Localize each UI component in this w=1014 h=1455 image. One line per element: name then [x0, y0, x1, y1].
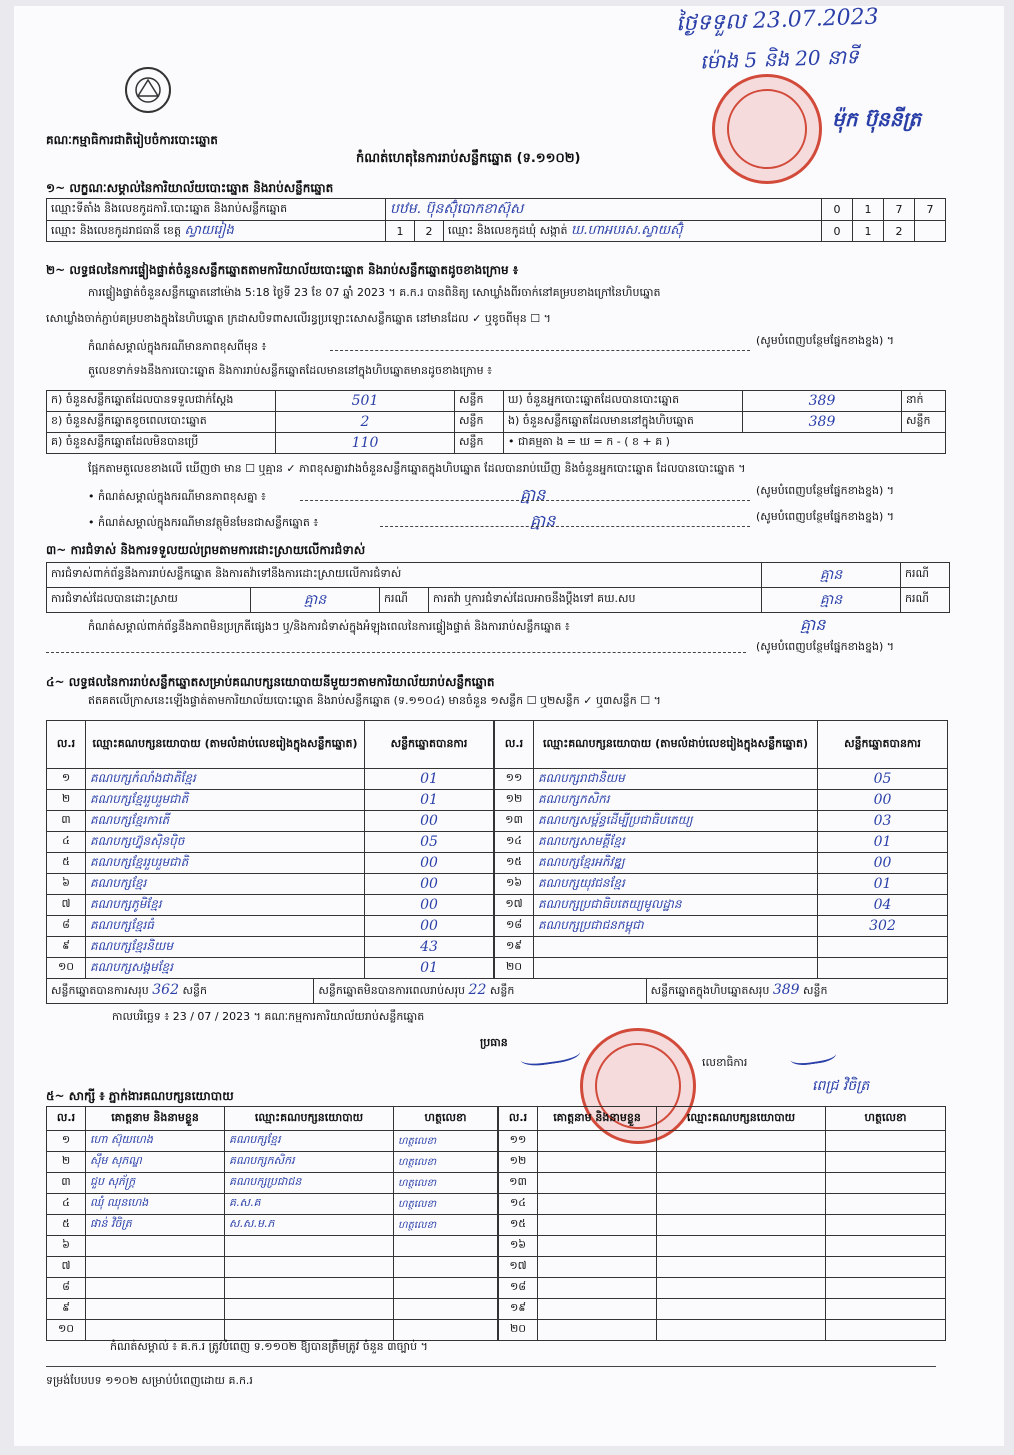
table-row	[47, 1173, 498, 1194]
party-votes: 00	[365, 853, 494, 874]
witness-party	[657, 1194, 826, 1215]
results-table-right	[494, 720, 948, 979]
row-no: ៣	[47, 811, 86, 832]
party-votes	[818, 958, 948, 979]
note-invalid-value: គ្មាន	[530, 511, 556, 530]
witness-signature	[394, 1257, 498, 1278]
witness-signature	[394, 1278, 498, 1299]
witness-name	[86, 1257, 225, 1278]
witness-signature	[826, 1194, 946, 1215]
official-seal	[712, 74, 822, 184]
figure-unit: សន្លឹក	[455, 391, 504, 412]
party-votes: 43	[365, 937, 494, 958]
party-name: គណបក្សប្រជាធិបតេយ្យមូលដ្ឋាន	[534, 895, 818, 916]
row-no: ២០	[495, 958, 534, 979]
col-name: គោត្តនាម និងនាមខ្លួន	[538, 1107, 657, 1131]
row-no: ៧	[47, 1257, 86, 1278]
note-diff-value: គ្មាន	[520, 485, 546, 504]
party-name: គណបក្សសម្ព័ន្ធដើម្បីប្រជាធិបតេយ្យ	[534, 811, 818, 832]
note-invalid-label: • កំណត់សម្គាល់ក្នុងករណីមានវត្ថុមិនមែនជាសន្លឹកឆ្នោត ៖	[88, 516, 319, 529]
witness-name	[86, 1320, 225, 1341]
party-votes: 05	[818, 769, 948, 790]
row-no: ១២	[499, 1152, 538, 1173]
province-code-digit: 2	[415, 221, 444, 242]
row-no: ១៧	[499, 1257, 538, 1278]
witness-name	[538, 1131, 657, 1152]
total-valid-label: សន្លឹកឆ្នោតបានការសរុប	[51, 984, 149, 997]
table-row	[47, 1131, 498, 1152]
row-no: ១	[47, 1131, 86, 1152]
row-no: ១៣	[499, 1173, 538, 1194]
row-no: ១	[47, 769, 86, 790]
witness-signature: ហត្ថលេខា	[394, 1215, 498, 1236]
party-name: គណបក្សខ្មែរនិយម	[86, 937, 365, 958]
form-title: កំណត់ហេតុនៃការរាប់សន្លឹកឆ្នោត (ទ.១១០២)	[356, 151, 581, 166]
section2-note-label: កំណត់សម្គាល់ក្នុងករណីមានភាពខុសពីមុន ៖	[88, 340, 267, 353]
witness-signature	[826, 1320, 946, 1341]
section3-note: កំណត់សម្គាល់ពាក់ព័ន្ធនឹងភាពមិនប្រក្រតីផ្សេងៗ ឬ/និងការជំទាស់ក្នុងអំឡុងពេលនៃការផ្ទៀងផ្ទាត់ និងការរាប់សន្លឹកឆ្នោត ៖	[88, 620, 570, 633]
party-name	[534, 958, 818, 979]
witness-name	[538, 1236, 657, 1257]
table-row	[47, 1257, 498, 1278]
witness-name: ហោ ស៊ុយហេង	[86, 1131, 225, 1152]
party-votes: 00	[365, 811, 494, 832]
col-sign: ហត្ថលេខា	[826, 1107, 946, 1131]
party-votes: 01	[818, 832, 948, 853]
witness-name	[538, 1299, 657, 1320]
office-code-digit: 7	[915, 199, 946, 221]
table-row	[47, 874, 494, 895]
col-party: ឈ្មោះគណបក្សនយោបាយ	[225, 1107, 394, 1131]
witness-party	[225, 1320, 394, 1341]
table-row	[499, 1278, 946, 1299]
party-votes: 00	[818, 790, 948, 811]
row-no: ៥	[47, 853, 86, 874]
row-no: ១៣	[495, 811, 534, 832]
party-votes: 00	[365, 895, 494, 916]
table-row	[499, 1320, 946, 1341]
footer-note: កំណត់សម្គាល់ ៖ គ.ក.រ ត្រូវបំពេញ ទ.១១០២ ឱ្យបានត្រឹមត្រូវ ចំនួន ៣ច្បាប់ ។	[110, 1340, 428, 1353]
row-no: ១៦	[499, 1236, 538, 1257]
commune-code-digit: 1	[853, 221, 884, 242]
party-votes: 00	[365, 916, 494, 937]
results-table-left	[46, 720, 494, 979]
objection-row2-value: គ្មាន	[251, 588, 380, 613]
row-no: ៩	[47, 1299, 86, 1320]
witness-name	[538, 1215, 657, 1236]
formula: • ជាគម្មតា ង = ឃ = ក - ( ខ + គ )	[504, 433, 946, 454]
table-row	[499, 1173, 946, 1194]
party-name: គណបក្សសាមគ្គីខ្មែរ	[534, 832, 818, 853]
col-party: ឈ្មោះគណបក្សនយោបាយ	[657, 1107, 826, 1131]
party-name: គណបក្សរាជានិយម	[534, 769, 818, 790]
witness-signature: ហត្ថលេខា	[394, 1194, 498, 1215]
col-sign: ហត្ថលេខា	[394, 1107, 498, 1131]
row-no: ១៨	[495, 916, 534, 937]
witness-party	[225, 1299, 394, 1320]
party-name: គណបក្សសង្គមខ្មែរ	[86, 958, 365, 979]
party-votes: 00	[818, 853, 948, 874]
province-label: ឈ្មោះ និងលេខកូដរាជធានី ខេត្ត	[51, 223, 181, 237]
fill-hint: (សូមបំពេញបន្ថែមផ្នែកខាងខ្នង) ។	[756, 334, 895, 347]
fill-hint: (សូមបំពេញបន្ថែមផ្នែកខាងខ្នង) ។	[756, 484, 895, 497]
party-name: គណបក្សខ្មែររួបរួមជាតិ	[86, 790, 365, 811]
witness-name	[538, 1257, 657, 1278]
witness-party	[657, 1173, 826, 1194]
row-no: ៨	[47, 1278, 86, 1299]
row-no: ១១	[495, 769, 534, 790]
party-votes: 05	[365, 832, 494, 853]
office-label: ឈ្មោះទីតាំង និងលេខកូដការិ.បោះឆ្នោត និងរាប់សន្លឹកឆ្នោត	[47, 199, 386, 221]
row-no: ២	[47, 1152, 86, 1173]
figure-label: ឃ) ចំនួនអ្នកបោះឆ្នោតដែលបានបោះឆ្នោត	[504, 391, 743, 412]
figure-unit: សន្លឹក	[455, 433, 504, 454]
figure-value: 389	[743, 412, 902, 433]
witness-signature: ហត្ថលេខា	[394, 1173, 498, 1194]
witness-name	[538, 1278, 657, 1299]
witness-party	[657, 1152, 826, 1173]
col-no: ល.រ	[47, 1107, 86, 1131]
row-no: ១៥	[495, 853, 534, 874]
party-name: គណបក្សកសិករ	[534, 790, 818, 811]
table-row	[495, 790, 948, 811]
row-no: ៦	[47, 874, 86, 895]
row-no: ១៩	[499, 1299, 538, 1320]
party-name: គណបក្សកំលាំងជាតិខ្មែរ	[86, 769, 365, 790]
row-no: ៨	[47, 916, 86, 937]
footer-form: ទម្រង់បែបបទ ១១០២ សម្រាប់បំពេញដោយ គ.ក.រ	[46, 1374, 253, 1387]
secretary-name: ពេជ្រ វិចិត្រ	[812, 1078, 870, 1094]
table-row	[47, 895, 494, 916]
witness-party	[657, 1215, 826, 1236]
table-row	[499, 1215, 946, 1236]
witness-party: ស.ស.ម.ភ	[225, 1215, 394, 1236]
table-row	[47, 1194, 498, 1215]
commune-value: ឃ.ហាអបរស.ស្វាយស៊ុំ	[571, 222, 683, 238]
row-no: ២០	[499, 1320, 538, 1341]
party-votes: 01	[365, 769, 494, 790]
witness-party	[657, 1257, 826, 1278]
table-row	[47, 1299, 498, 1320]
witness-signature	[826, 1236, 946, 1257]
table-row	[495, 937, 948, 958]
objection-row2b-unit: ករណី	[901, 588, 950, 613]
table-row	[495, 853, 948, 874]
province-code-digit: 1	[386, 221, 415, 242]
col-party: ឈ្មោះគណបក្សនយោបាយ (តាមលំដាប់លេខរៀងក្នុងសន្លឹកឆ្នោត)	[86, 721, 365, 769]
total-invalid-value: 22	[468, 982, 487, 998]
party-name: គណបក្សភូមិខ្មែរ	[86, 895, 365, 916]
witness-party	[225, 1257, 394, 1278]
section3-table	[46, 562, 950, 613]
totals-table	[46, 978, 948, 1004]
objection-row1-unit: ករណី	[901, 563, 950, 588]
figure-unit: សន្លឹក	[902, 412, 946, 433]
party-votes: 302	[818, 916, 948, 937]
witness-signature	[826, 1152, 946, 1173]
compare-text: ផ្អែកតាមតួលេខខាងលើ ឃើញថា មាន ☐ ឬគ្មាន ✓ ភាពខុសគ្នារវាងចំនួនសន្លឹកឆ្នោតក្នុងហិបឆ្នោត ដែលបានរាប់ឃើញ និងចំនួនអ្នកបោះឆ្នោត ដែលបានបោះឆ្នោត ។	[88, 462, 746, 475]
witness-signature	[826, 1131, 946, 1152]
figure-label: ខ) ចំនួនសន្លឹកឆ្នោតខូចពេលបោះឆ្នោត	[47, 412, 276, 433]
table-row	[47, 1320, 498, 1341]
section2-heading: ២~ លទ្ធផលនៃការផ្ទៀងផ្ទាត់ចំនួនសន្លឹកឆ្នោតតាមការិយាល័យបោះឆ្នោត និងរាប់សន្លឹកឆ្នោតដូចខាងក្រោម ៖	[46, 263, 519, 277]
party-name: គណបក្សខ្មែររួបរួមជាតិ	[86, 853, 365, 874]
total-unit: សន្លឹក	[182, 984, 207, 997]
witness-name: ផាន់ វិចិត្រ	[86, 1215, 225, 1236]
witness-party	[657, 1131, 826, 1152]
witness-name: ឈុំ ឈុនហេង	[86, 1194, 225, 1215]
col-no: ល.រ	[499, 1107, 538, 1131]
office-code-digit: 7	[884, 199, 915, 221]
col-party: ឈ្មោះគណបក្សនយោបាយ (តាមលំដាប់លេខរៀងក្នុងសន្លឹកឆ្នោត)	[534, 721, 818, 769]
table-row	[47, 958, 494, 979]
table-row	[47, 790, 494, 811]
commune-code-digit: 0	[822, 221, 853, 242]
witness-name	[538, 1152, 657, 1173]
col-name: គោត្តនាម និងនាមខ្លួន	[86, 1107, 225, 1131]
witness-party	[657, 1320, 826, 1341]
office-code-digit: 1	[853, 199, 884, 221]
witness-table-left	[46, 1106, 498, 1341]
section3-note-value: គ្មាន	[800, 615, 826, 634]
party-name	[534, 937, 818, 958]
party-votes: 00	[365, 874, 494, 895]
table-row	[499, 1131, 946, 1152]
table-row	[495, 769, 948, 790]
witness-signature	[826, 1215, 946, 1236]
commune-code-digit: 2	[884, 221, 915, 242]
witness-signature: ហត្ថលេខា	[394, 1152, 498, 1173]
table-row	[47, 1215, 498, 1236]
row-no: ១៥	[499, 1215, 538, 1236]
witness-name	[538, 1194, 657, 1215]
handwritten-received-time: ម៉ោង 5 និង 20 នាទី	[699, 44, 860, 74]
section4-heading: ៤~ លទ្ធផលនៃការរាប់សន្លឹកឆ្នោតសម្រាប់គណបក្សនយោបាយនីមួយៗតាមការិយាល័យរាប់សន្លឹកឆ្នោត	[46, 675, 495, 689]
figure-label: ក) ចំនួនសន្លឹកឆ្នោតដែលបានទទួលជាក់ស្តែង	[47, 391, 276, 412]
witness-name	[86, 1236, 225, 1257]
row-no: ៤	[47, 1194, 86, 1215]
party-name: គណបក្សយុវជនខ្មែរ	[534, 874, 818, 895]
figure-unit: សន្លឹក	[455, 412, 504, 433]
figure-label: គ) ចំនួនសន្លឹកឆ្នោតដែលមិនបានប្រើ	[47, 433, 276, 454]
figure-value: 2	[276, 412, 455, 433]
party-votes	[818, 937, 948, 958]
witness-name	[538, 1173, 657, 1194]
table-row	[47, 853, 494, 874]
commune-label: ឈ្មោះ និងលេខកូដឃុំ សង្កាត់	[448, 223, 568, 237]
witness-signature: ហត្ថលេខា	[394, 1131, 498, 1152]
section4-intro: ឥតគតលើក្រាសនេះឡើងផ្ទាត់តាមការិយាល័យបោះឆ្នោត និងរាប់សន្លឹកឆ្នោត (ទ.១១០៤) មានចំនួន ១សន្លឹក ☐ ឬ២សន្លឹក ✓ ឬ៣សន្លឹក ☐ ។	[88, 694, 661, 707]
section3-heading: ៣~ ការជំទាស់ និងការទទួលយល់ព្រមតាមការដោះស្រាយលើការជំទាស់	[46, 543, 366, 557]
col-votes: សន្លឹកឆ្នោតបានការ	[365, 721, 494, 769]
witness-party	[225, 1236, 394, 1257]
witness-signature	[394, 1320, 498, 1341]
party-name: គណបក្សខ្មែរ	[86, 874, 365, 895]
row-no: ១០	[47, 1320, 86, 1341]
fill-hint: (សូមបំពេញបន្ថែមផ្នែកខាងខ្នង) ។	[756, 510, 895, 523]
table-row	[47, 1236, 498, 1257]
table-row	[495, 895, 948, 916]
table-row	[495, 958, 948, 979]
witness-name	[86, 1278, 225, 1299]
witness-table-right	[498, 1106, 946, 1341]
party-name: គណបក្សហ្វ៊ុនស៊ិនប៉ិច	[86, 832, 365, 853]
row-no: ១៤	[499, 1194, 538, 1215]
section2-para2: សោឃ្លាំងចាក់ភ្ជាប់គម្របខាងក្នុងនៃហិបឆ្នោត ក្រដាសបិទពាសលើរន្ធប្រឡោះសោសន្លឹកឆ្នោត នៅមានដែល ✓ ឬខូចពីមុន ☐ ។	[46, 312, 551, 325]
table-row	[47, 832, 494, 853]
section2-para1: ការផ្ទៀងផ្ទាត់ចំនួនសន្លឹកឆ្នោតនៅម៉ោង 5:18 ថ្ងៃទី 23 ខែ 07 ឆ្នាំ 2023 ។ គ.ក.រ បានពិនិត្យ សោឃ្លាំងពីរចាក់នៅគម្របខាងក្រៅនៃហិបឆ្នោត	[88, 286, 661, 299]
party-votes: 01	[365, 958, 494, 979]
party-votes: 01	[365, 790, 494, 811]
witness-signature	[826, 1173, 946, 1194]
row-no: ១០	[47, 958, 86, 979]
table-row	[499, 1299, 946, 1320]
row-no: ៧	[47, 895, 86, 916]
witness-party: គ.ស.គ	[225, 1194, 394, 1215]
figure-value: 389	[743, 391, 902, 412]
figure-value: 110	[276, 433, 455, 454]
col-no: ល.រ	[495, 721, 534, 769]
witness-party	[657, 1278, 826, 1299]
party-votes: 01	[818, 874, 948, 895]
witness-party	[657, 1299, 826, 1320]
table-row	[495, 811, 948, 832]
objection-row1-value: គ្មាន	[762, 563, 901, 588]
col-votes: សន្លឹកឆ្នោតបានការ	[818, 721, 948, 769]
witness-signature	[394, 1299, 498, 1320]
section1-table	[46, 198, 946, 242]
section2-intro: តួលេខទាក់ទងនឹងការបោះឆ្នោត និងការរាប់សន្លឹកឆ្នោតដែលមាននៅក្នុងហិបឆ្នោតមានដូចខាងក្រោម ៖	[88, 364, 492, 377]
stamp-signature-name: ម៉ុក ប៊ុននីត្រ	[832, 107, 922, 131]
row-no: ១៩	[495, 937, 534, 958]
objection-row1-label: ការជំទាស់ពាក់ព័ន្ធនឹងការរាប់សន្លឹកឆ្នោត និងការតវ៉ាទៅនឹងការដោះស្រាយលើការជំទាស់	[47, 563, 762, 588]
witness-party: គណបក្សខ្មែរ	[225, 1131, 394, 1152]
table-row	[47, 937, 494, 958]
witness-party	[657, 1236, 826, 1257]
witness-party: គណបក្សកសិករ	[225, 1152, 394, 1173]
objection-row2-unit: ករណី	[380, 588, 429, 613]
party-name: គណបក្សខ្មែរកាតើ	[86, 811, 365, 832]
witness-name: ស៊ឹម សុភណ្ឌ	[86, 1152, 225, 1173]
section5-heading: ៥~ សាក្សី ៖ ភ្នាក់ងារគណបក្សនយោបាយ	[46, 1089, 234, 1103]
witness-name	[538, 1320, 657, 1341]
table-row	[499, 1194, 946, 1215]
emblem-logo	[124, 66, 172, 114]
org-header: គណៈកម្មាធិការជាតិរៀបចំការបោះឆ្នោត	[46, 133, 218, 147]
party-votes: 03	[818, 811, 948, 832]
row-no: ៣	[47, 1173, 86, 1194]
row-no: ១៨	[499, 1278, 538, 1299]
witness-party	[225, 1278, 394, 1299]
table-row	[47, 916, 494, 937]
row-no: ២	[47, 790, 86, 811]
witness-party: គណបក្សប្រជាជន	[225, 1173, 394, 1194]
office-value: បឋម. ប៊ុនស៊ុំបោកខាស៊ុស	[386, 199, 822, 221]
witness-signature	[394, 1236, 498, 1257]
row-no: ៦	[47, 1236, 86, 1257]
party-name: គណបក្សខ្មែរធំ	[86, 916, 365, 937]
note-diff-label: • កំណត់សម្គាល់ក្នុងករណីមានភាពខុសគ្នា ៖	[88, 490, 266, 503]
total-invalid-label: សន្លឹកឆ្នោតមិនបានការពេលរាប់សរុប	[318, 984, 466, 997]
total-valid-value: 362	[152, 982, 179, 998]
secretary-label: លេខាធិការ	[702, 1056, 748, 1069]
total-box-label: សន្លឹកឆ្នោតក្នុងហិបឆ្នោតសរុប	[650, 984, 770, 997]
table-row	[47, 811, 494, 832]
figure-value: 501	[276, 391, 455, 412]
table-row	[499, 1236, 946, 1257]
row-no: ១៤	[495, 832, 534, 853]
chair-label: ប្រធាន	[480, 1036, 508, 1049]
row-no: ១៧	[495, 895, 534, 916]
table-row	[495, 874, 948, 895]
row-no: ៤	[47, 832, 86, 853]
table-row	[495, 916, 948, 937]
witness-name	[86, 1299, 225, 1320]
table-row	[495, 832, 948, 853]
office-code-digit: 0	[822, 199, 853, 221]
witness-signature	[826, 1257, 946, 1278]
handwritten-received-date: ថ្ងៃទទួល 23.07.2023	[675, 4, 880, 37]
row-no: ៩	[47, 937, 86, 958]
figure-label: ង) ចំនួនសន្លឹកឆ្នោតដែលមាននៅក្នុងហិបឆ្នោត	[504, 412, 743, 433]
witness-signature	[826, 1299, 946, 1320]
table-row	[47, 1278, 498, 1299]
row-no: ១១	[499, 1131, 538, 1152]
party-name: គណបក្សប្រជាជនកម្ពុជា	[534, 916, 818, 937]
total-box-value: 389	[772, 982, 800, 998]
section2-figures-table	[46, 390, 946, 454]
objection-row2b-value: គ្មាន	[762, 588, 901, 613]
objection-row2-label: ការជំទាស់ដែលបានដោះស្រាយ	[47, 588, 251, 613]
party-votes: 04	[818, 895, 948, 916]
row-no: ១២	[495, 790, 534, 811]
row-no: ១៦	[495, 874, 534, 895]
table-row	[499, 1152, 946, 1173]
total-unit: សន្លឹក	[803, 984, 828, 997]
table-row	[47, 769, 494, 790]
total-unit: សន្លឹក	[489, 984, 515, 997]
table-row	[499, 1257, 946, 1278]
witness-name: ជួប សុភ័ក្ត្រ	[86, 1173, 225, 1194]
table-row	[47, 1152, 498, 1173]
figure-unit: នាក់	[902, 391, 946, 412]
witness-signature	[826, 1278, 946, 1299]
objection-row2b-label: ការតវ៉ា ឬការជំទាស់ដែលអាចនឹងប្តឹងទៅ គឃ.សប	[429, 588, 762, 613]
row-no: ៥	[47, 1215, 86, 1236]
date-line: កាលបរិច្ឆេទ ៖ 23 / 07 / 2023 ។ គណៈកម្មការការិយាល័យរាប់សន្លឹកឆ្នោត	[112, 1010, 425, 1023]
province-value: ស្វាយរៀង	[184, 222, 234, 238]
col-no: ល.រ	[47, 721, 86, 769]
party-name: គណបក្សខ្មែរអភិវឌ្ឍ	[534, 853, 818, 874]
fill-hint: (សូមបំពេញបន្ថែមផ្នែកខាងខ្នង) ។	[756, 640, 895, 653]
section1-heading: ១~ លក្ខណៈសម្គាល់នៃការិយាល័យបោះឆ្នោត និងរាប់សន្លឹកឆ្នោត	[46, 181, 334, 195]
